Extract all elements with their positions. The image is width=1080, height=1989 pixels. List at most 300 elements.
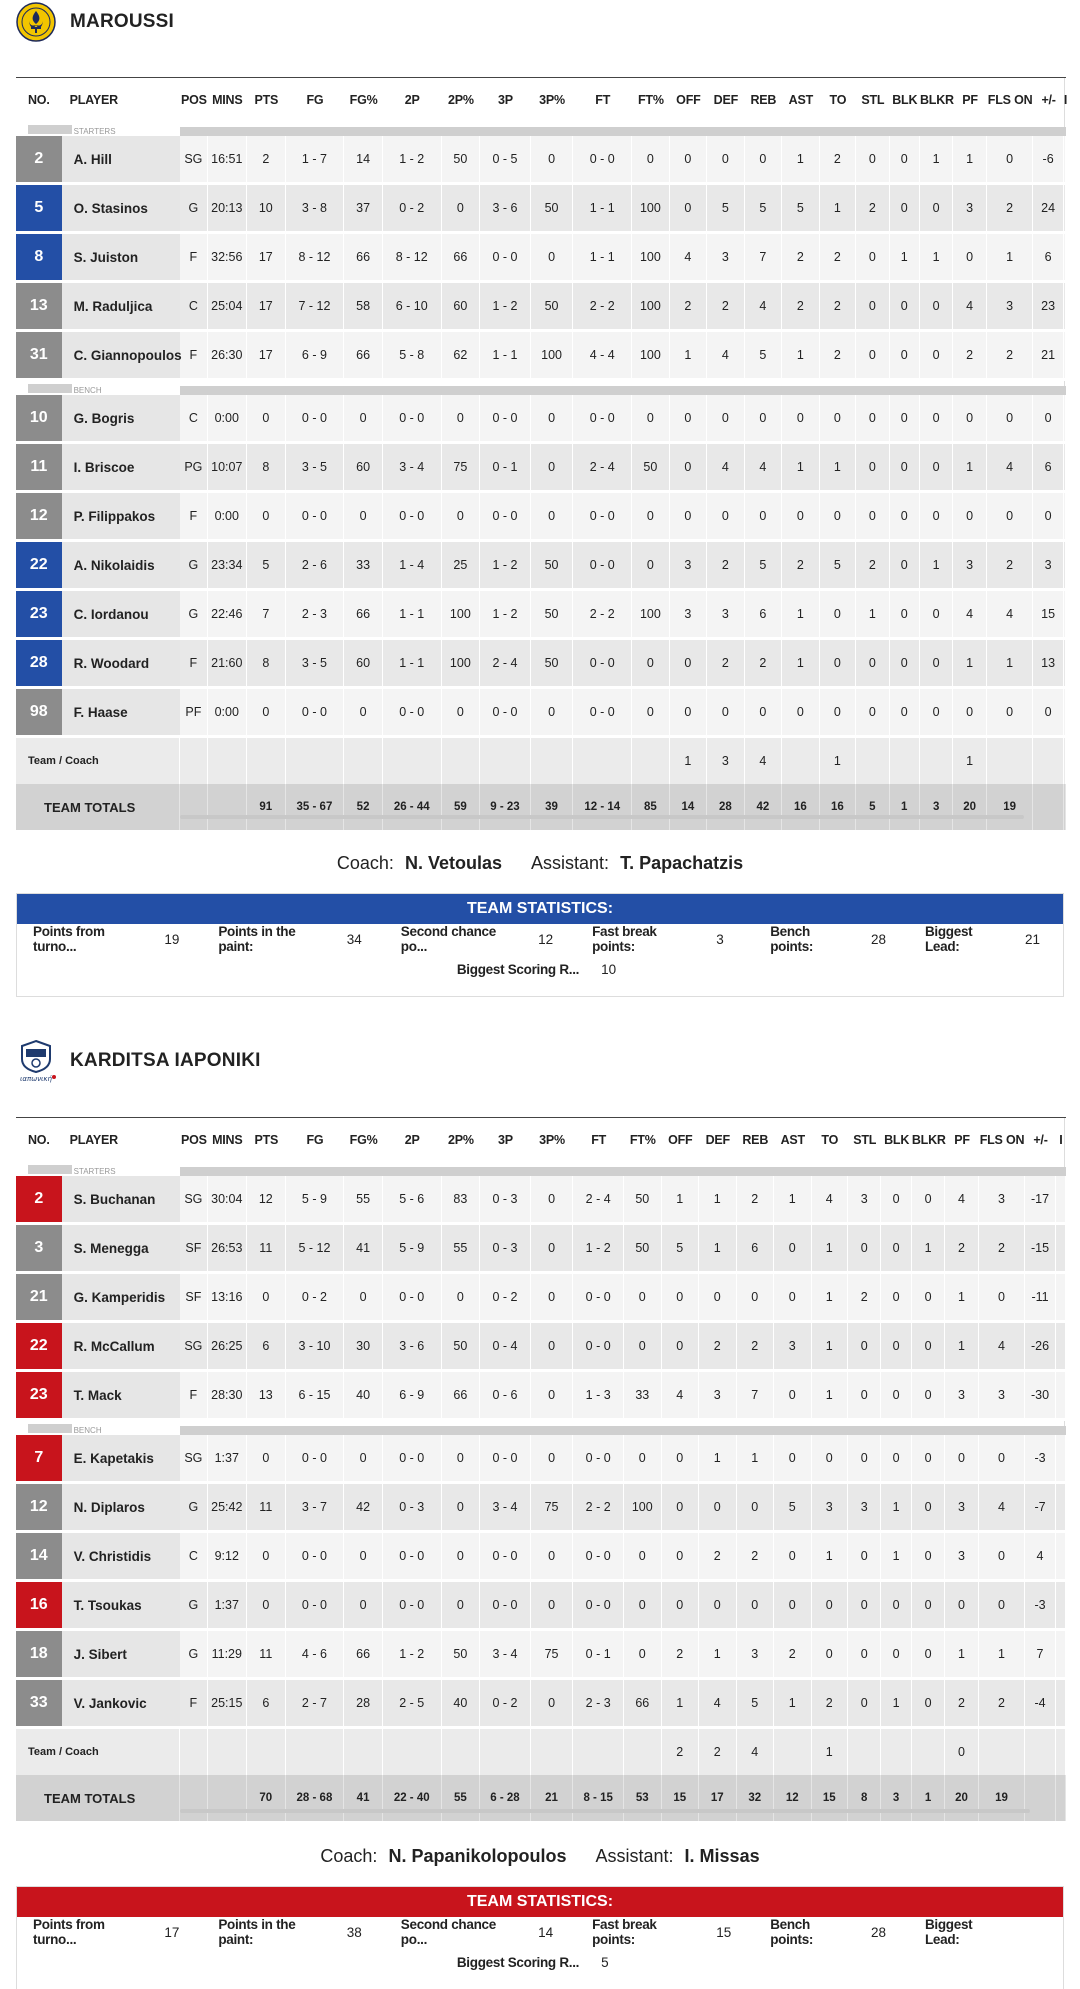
- stat-cell: 0 - 0: [573, 640, 632, 689]
- team-coach-cell: [480, 738, 531, 784]
- stat-cell: 0: [920, 283, 953, 332]
- stat-cell: 0: [670, 444, 708, 493]
- jersey-number: 7: [16, 1435, 62, 1484]
- stat-cell: 100: [632, 234, 670, 283]
- total-cell: 20: [945, 1775, 978, 1821]
- column-header[interactable]: BLK: [890, 77, 920, 122]
- player-name[interactable]: V. Christidis: [62, 1533, 181, 1582]
- player-name[interactable]: S. Menegga: [62, 1225, 181, 1274]
- column-header[interactable]: DEF: [699, 1117, 737, 1162]
- stat-cell: 0 - 0: [383, 493, 442, 542]
- player-row[interactable]: [16, 1533, 1066, 1582]
- column-header[interactable]: PF: [953, 77, 986, 122]
- total-cell: [1025, 1775, 1055, 1821]
- stat-cell: 0 - 5: [480, 136, 531, 185]
- column-header[interactable]: NO.: [16, 1117, 62, 1162]
- team-coach-cell: [480, 1729, 531, 1775]
- stat-cell: 0: [890, 185, 920, 234]
- stat-cell: 75: [531, 1484, 574, 1533]
- total-cell: 41: [344, 1775, 383, 1821]
- stat-cell: 1: [920, 136, 953, 185]
- column-header[interactable]: PLAYER: [62, 1117, 181, 1162]
- player-row[interactable]: [16, 332, 1066, 381]
- stat-cell: 24: [1033, 185, 1063, 234]
- stat-cell: 62: [442, 332, 481, 381]
- player-row[interactable]: [16, 1372, 1066, 1421]
- stat-cell: 0: [782, 689, 820, 738]
- player-row[interactable]: [16, 185, 1066, 234]
- total-cell: 15: [662, 1775, 700, 1821]
- total-cell: 91: [247, 784, 286, 830]
- stat-cell: 13: [1033, 640, 1063, 689]
- stat-cell: 0: [856, 332, 889, 381]
- player-row[interactable]: [16, 1225, 1066, 1274]
- stat-cell: 0: [1033, 493, 1063, 542]
- stat-cell: 26:30: [208, 332, 248, 381]
- jersey-number: 11: [16, 444, 62, 493]
- total-cell: 17: [699, 1775, 737, 1821]
- player-name[interactable]: E. Kapetakis: [62, 1435, 181, 1484]
- column-header[interactable]: STL: [848, 1117, 881, 1162]
- stat-cell: 3: [1033, 542, 1063, 591]
- stat-cell: 5: [782, 185, 820, 234]
- column-header[interactable]: STL: [856, 77, 889, 122]
- column-header[interactable]: 2P%: [442, 1117, 481, 1162]
- team-coach-cell: 2: [662, 1729, 700, 1775]
- stat-cell: 26:53: [208, 1225, 248, 1274]
- stat-cell: 32:56: [208, 234, 248, 283]
- stat-cell: 0: [912, 1680, 945, 1729]
- column-header[interactable]: 3P%: [531, 1117, 574, 1162]
- stat-cell: 1 - 1: [573, 234, 632, 283]
- stat-cell: 0: [881, 1323, 911, 1372]
- column-header[interactable]: FT%: [624, 1117, 662, 1162]
- column-header[interactable]: MINS: [208, 77, 248, 122]
- stat-cell: F: [180, 640, 207, 689]
- team-coach-cell: [531, 738, 574, 784]
- box-score-table[interactable]: [16, 1117, 1065, 1809]
- stat-cell: 0: [890, 591, 920, 640]
- stat-cell: 1: [979, 1631, 1026, 1680]
- stat-cell: 0: [442, 493, 481, 542]
- stat-cell: 0: [820, 493, 856, 542]
- total-cell: 26 - 44: [383, 784, 442, 830]
- team-coach-cell: [247, 1729, 286, 1775]
- stat-cell: 4: [987, 444, 1034, 493]
- stat-cell: 0 - 0: [573, 1582, 624, 1631]
- stat-cell: 5: [745, 185, 783, 234]
- player-row[interactable]: [16, 640, 1066, 689]
- stat-cell: 0: [670, 640, 708, 689]
- stat-cell: 0: [531, 1680, 574, 1729]
- stat-cell: 0: [890, 395, 920, 444]
- box-score-table[interactable]: [16, 77, 1068, 815]
- column-header[interactable]: BLKR: [912, 1117, 945, 1162]
- player-name[interactable]: V. Jankovic: [62, 1680, 181, 1729]
- stat-cell: -3: [1025, 1582, 1055, 1631]
- column-header[interactable]: OFF: [662, 1117, 700, 1162]
- column-header[interactable]: NO.: [16, 77, 62, 122]
- stat-cell: 0: [531, 1323, 574, 1372]
- team-coach-row: [16, 738, 1066, 784]
- stat-cell: 2 - 3: [573, 1680, 624, 1729]
- stat-cell: 2: [820, 283, 856, 332]
- stat-cell: 0:00: [208, 689, 248, 738]
- stat-cell: 0: [442, 1435, 481, 1484]
- player-name[interactable]: T. Mack: [62, 1372, 181, 1421]
- team-coach-cell: [881, 1729, 911, 1775]
- stat-cell: 0: [920, 591, 953, 640]
- player-row[interactable]: [16, 493, 1066, 542]
- team-totals-row: [16, 784, 1066, 830]
- column-header[interactable]: POS: [180, 1117, 207, 1162]
- column-header[interactable]: OFF: [670, 77, 708, 122]
- horizontal-scrollbar[interactable]: [180, 815, 1024, 819]
- stat-cell: 1: [699, 1435, 737, 1484]
- stat-cell: 0: [856, 395, 889, 444]
- player-row[interactable]: [16, 1680, 1066, 1729]
- column-header[interactable]: FLS ON: [987, 77, 1034, 122]
- column-header[interactable]: I: [1064, 77, 1066, 122]
- column-header[interactable]: FT: [573, 1117, 624, 1162]
- team-coach-cell: [208, 1729, 248, 1775]
- stat-cell: 50: [531, 591, 574, 640]
- stat-cell: 0: [856, 283, 889, 332]
- team-coach-cell: [774, 1729, 812, 1775]
- stat-cell: 0 - 0: [286, 395, 345, 444]
- player-name[interactable]: N. Diplaros: [62, 1484, 181, 1533]
- stat-cell: 0: [856, 234, 889, 283]
- stat-cell: 2: [979, 1225, 1026, 1274]
- player-row[interactable]: [16, 444, 1066, 493]
- stat-cell: 0: [531, 234, 574, 283]
- total-cell: 53: [624, 1775, 662, 1821]
- column-header[interactable]: I: [1056, 1117, 1066, 1162]
- total-cell: 15: [812, 1775, 848, 1821]
- stat-cell: 4: [670, 234, 708, 283]
- stat-cell: 8 - 12: [286, 234, 345, 283]
- player-row[interactable]: [16, 1323, 1066, 1372]
- stat-cell: 0: [812, 1582, 848, 1631]
- player-row[interactable]: [16, 1274, 1066, 1323]
- stat-cell: 0 - 0: [573, 493, 632, 542]
- stat-cell: 7: [737, 1372, 775, 1421]
- stat-cell: -7: [1025, 1484, 1055, 1533]
- player-name[interactable]: P. Filippakos: [62, 493, 181, 542]
- horizontal-scrollbar[interactable]: [180, 1809, 1030, 1813]
- column-header[interactable]: 3P: [480, 77, 531, 122]
- stat-cell: SG: [180, 136, 207, 185]
- stat-cell: 1 - 2: [480, 542, 531, 591]
- stat-cell: 0: [890, 444, 920, 493]
- stat-cell: 4: [812, 1176, 848, 1225]
- player-name[interactable]: A. Nikolaidis: [62, 542, 181, 591]
- column-header[interactable]: FG%: [344, 1117, 383, 1162]
- player-name[interactable]: G. Bogris: [62, 395, 181, 444]
- column-header[interactable]: BLK: [881, 1117, 911, 1162]
- team-coach-cell: 4: [745, 738, 783, 784]
- stat-cell: 4: [699, 1680, 737, 1729]
- stat-cell: 0: [247, 1435, 286, 1484]
- player-name[interactable]: I. Briscoe: [62, 444, 181, 493]
- stat-cell: 0: [662, 1435, 700, 1484]
- column-header[interactable]: FG%: [344, 77, 383, 122]
- stat-cell: 8 - 12: [383, 234, 442, 283]
- stat-cell: 1 - 7: [286, 136, 345, 185]
- stat-cell: 2 - 4: [480, 640, 531, 689]
- total-cell: 12 - 14: [573, 784, 632, 830]
- column-header[interactable]: PLAYER: [62, 77, 181, 122]
- stat-cell: 6 - 15: [286, 1372, 345, 1421]
- player-name[interactable]: M. Raduljica: [62, 283, 181, 332]
- jersey-number: 13: [16, 283, 62, 332]
- team-coach-cell: 1: [820, 738, 856, 784]
- column-header[interactable]: PF: [945, 1117, 978, 1162]
- total-cell: 1: [912, 1775, 945, 1821]
- stat-cell: 37: [344, 185, 383, 234]
- player-row[interactable]: [16, 136, 1066, 185]
- stat-cell: 0: [632, 689, 670, 738]
- stat-cell: C: [180, 1533, 207, 1582]
- jersey-number: 16: [16, 1582, 62, 1631]
- stat-cell: 60: [442, 283, 481, 332]
- column-header[interactable]: FT: [573, 77, 632, 122]
- player-name[interactable]: R. McCallum: [62, 1323, 181, 1372]
- stat-cell: 3 - 5: [286, 444, 345, 493]
- stat-cell: 0 - 2: [480, 1274, 531, 1323]
- column-header[interactable]: MINS: [208, 1117, 248, 1162]
- stat-cell: 66: [624, 1680, 662, 1729]
- stat-cell: 0: [848, 1680, 881, 1729]
- column-header[interactable]: FG: [286, 77, 345, 122]
- player-name[interactable]: S. Juiston: [62, 234, 181, 283]
- player-row[interactable]: [16, 1582, 1066, 1631]
- stat-cell: 11:29: [208, 1631, 248, 1680]
- stat-cell: 3: [953, 542, 986, 591]
- stat-cell: 50: [531, 283, 574, 332]
- stat-cell: 3: [670, 542, 708, 591]
- stat-cell: 50: [442, 1631, 481, 1680]
- stat-cell: 0: [953, 395, 986, 444]
- total-cell: 8 - 15: [573, 1775, 624, 1821]
- stat-cell: 2 - 5: [383, 1680, 442, 1729]
- stat-cell: 0: [442, 395, 481, 444]
- total-cell: 59: [442, 784, 481, 830]
- column-header[interactable]: 2P: [383, 77, 442, 122]
- stat-cell: 1: [881, 1484, 911, 1533]
- stat-cell: 8: [247, 444, 286, 493]
- stat-cell: 12: [247, 1176, 286, 1225]
- player-row[interactable]: [16, 1484, 1066, 1533]
- player-name[interactable]: C. Giannopoulos: [62, 332, 181, 381]
- stat-cell: 0: [662, 1484, 700, 1533]
- stat-biggest-scoring-run: Biggest Scoring R... 5: [456, 1954, 609, 1970]
- stat-cell: 50: [624, 1176, 662, 1225]
- stat-points-from-turnovers: Points from turno... 19: [33, 924, 180, 954]
- stat-cell: 33: [624, 1372, 662, 1421]
- stat-cell: 0: [920, 185, 953, 234]
- player-name[interactable]: A. Hill: [62, 136, 181, 185]
- stat-cell: 0: [945, 1435, 978, 1484]
- stat-cell: 7: [1025, 1631, 1055, 1680]
- stat-cell: 50: [442, 1323, 481, 1372]
- player-row[interactable]: [16, 689, 1066, 738]
- stat-cell: 4: [987, 591, 1034, 640]
- stat-cell: 2: [987, 185, 1034, 234]
- stat-cell: 17: [247, 332, 286, 381]
- coach-name: N. Vetoulas: [404, 853, 502, 873]
- stat-cell: 0: [945, 1582, 978, 1631]
- player-name[interactable]: C. Iordanou: [62, 591, 181, 640]
- stat-cell: 0: [848, 1435, 881, 1484]
- player-name[interactable]: T. Tsoukas: [62, 1582, 181, 1631]
- player-row[interactable]: [16, 395, 1066, 444]
- player-name[interactable]: J. Sibert: [62, 1631, 181, 1680]
- stat-cell: 1: [820, 185, 856, 234]
- column-header[interactable]: REB: [745, 77, 783, 122]
- stat-second-chance: Second chance po... 14: [400, 1917, 554, 1947]
- stat-cell: 0: [531, 1582, 574, 1631]
- stat-cell: 4 - 4: [573, 332, 632, 381]
- stat-cell: 2 - 6: [286, 542, 345, 591]
- column-header[interactable]: FT%: [632, 77, 670, 122]
- stat-cell: 1 - 3: [573, 1372, 624, 1421]
- total-cell: 12: [774, 1775, 812, 1821]
- stat-cell: 0: [912, 1274, 945, 1323]
- jersey-number: 31: [16, 332, 62, 381]
- player-name[interactable]: G. Kamperidis: [62, 1274, 181, 1323]
- stat-cell: PF: [180, 689, 207, 738]
- column-header[interactable]: BLKR: [920, 77, 953, 122]
- stat-cell: 1: [820, 444, 856, 493]
- stat-cell: 1: [782, 591, 820, 640]
- stat-cell: 0: [820, 640, 856, 689]
- stat-cell: 0: [247, 493, 286, 542]
- column-header[interactable]: DEF: [707, 77, 745, 122]
- column-header[interactable]: +/-: [1033, 77, 1063, 122]
- column-header[interactable]: PTS: [247, 77, 286, 122]
- stat-cell: 50: [531, 542, 574, 591]
- stat-cell: 0: [662, 1323, 700, 1372]
- stat-cell: 2: [662, 1631, 700, 1680]
- stat-cell: 3 - 8: [286, 185, 345, 234]
- team-coach-cell: [890, 738, 920, 784]
- stat-cell: SG: [180, 1176, 207, 1225]
- stat-cell: G: [180, 591, 207, 640]
- stat-cell: 1: [782, 444, 820, 493]
- stat-cell: 0: [881, 1176, 911, 1225]
- stat-cell: 75: [531, 1631, 574, 1680]
- column-header[interactable]: PTS: [247, 1117, 286, 1162]
- stat-cell: 3: [953, 185, 986, 234]
- stat-cell: 66: [344, 1631, 383, 1680]
- player-row[interactable]: [16, 542, 1066, 591]
- stat-cell: 2: [707, 542, 745, 591]
- column-header[interactable]: 2P%: [442, 77, 481, 122]
- stat-cell: 0 - 4: [480, 1323, 531, 1372]
- stat-cell: 0 - 0: [480, 395, 531, 444]
- player-row[interactable]: [16, 1176, 1066, 1225]
- total-cell: 28: [707, 784, 745, 830]
- section-bench: [16, 381, 1066, 395]
- stat-cell: 0 - 2: [383, 185, 442, 234]
- stat-cell: 0: [531, 1372, 574, 1421]
- column-header[interactable]: TO: [812, 1117, 848, 1162]
- stat-cell: 0: [344, 493, 383, 542]
- stat-cell: 0: [662, 1274, 700, 1323]
- player-name[interactable]: F. Haase: [62, 689, 181, 738]
- stat-cell: 0 - 0: [480, 1435, 531, 1484]
- column-header[interactable]: POS: [180, 77, 207, 122]
- stat-cell: 1: [812, 1323, 848, 1372]
- column-header[interactable]: AST: [774, 1117, 812, 1162]
- player-name[interactable]: O. Stasinos: [62, 185, 181, 234]
- player-row[interactable]: [16, 1631, 1066, 1680]
- stat-cell: 0: [442, 689, 481, 738]
- stat-cell: 1: [782, 640, 820, 689]
- stat-cell: 0: [745, 493, 783, 542]
- player-name[interactable]: S. Buchanan: [62, 1176, 181, 1225]
- column-header[interactable]: 3P: [480, 1117, 531, 1162]
- column-header[interactable]: REB: [737, 1117, 775, 1162]
- stat-cell: 0: [774, 1435, 812, 1484]
- stat-cell: 25:04: [208, 283, 248, 332]
- stat-cell: 4: [979, 1484, 1026, 1533]
- stat-cell: 26:25: [208, 1323, 248, 1372]
- stat-cell: 0: [920, 493, 953, 542]
- stat-cell: 0 - 0: [573, 395, 632, 444]
- team-coach-cell: [286, 738, 345, 784]
- stat-cell: 0: [442, 1582, 481, 1631]
- stat-cell: G: [180, 1631, 207, 1680]
- stat-cell: 5: [707, 185, 745, 234]
- column-header[interactable]: FLS ON: [979, 1117, 1026, 1162]
- team-header: [16, 1039, 261, 1083]
- stat-cell: 0: [624, 1274, 662, 1323]
- stat-cell: 0: [912, 1435, 945, 1484]
- stat-cell: -30: [1025, 1372, 1055, 1421]
- player-row[interactable]: [16, 591, 1066, 640]
- column-header[interactable]: 3P%: [531, 77, 574, 122]
- stat-cell: 0: [442, 1274, 481, 1323]
- stat-biggest-lead: Biggest Lead:: [924, 1917, 973, 1947]
- stat-cell: 23: [1033, 283, 1063, 332]
- column-header[interactable]: FG: [286, 1117, 345, 1162]
- player-name[interactable]: R. Woodard: [62, 640, 181, 689]
- stat-cell: 0: [632, 395, 670, 444]
- column-header[interactable]: +/-: [1025, 1117, 1055, 1162]
- player-row[interactable]: [16, 234, 1066, 283]
- column-header[interactable]: AST: [782, 77, 820, 122]
- stat-cell: 5 - 12: [286, 1225, 345, 1274]
- column-header[interactable]: TO: [820, 77, 856, 122]
- column-header[interactable]: 2P: [383, 1117, 442, 1162]
- stat-cell: 0: [856, 640, 889, 689]
- stat-cell: 5: [662, 1225, 700, 1274]
- stat-cell: 1 - 2: [383, 1631, 442, 1680]
- stat-cell: -3: [1025, 1435, 1055, 1484]
- stat-cell: -26: [1025, 1323, 1055, 1372]
- stat-cell: 20:13: [208, 185, 248, 234]
- stat-cell: 0: [745, 689, 783, 738]
- stat-cell: 1: [953, 444, 986, 493]
- team-totals-label: TEAM TOTALS: [16, 784, 180, 830]
- player-row[interactable]: [16, 283, 1066, 332]
- player-row[interactable]: [16, 1435, 1066, 1484]
- section-bench: [16, 1421, 1066, 1435]
- stat-cell: 0: [531, 493, 574, 542]
- stat-cell: 0: [1033, 689, 1063, 738]
